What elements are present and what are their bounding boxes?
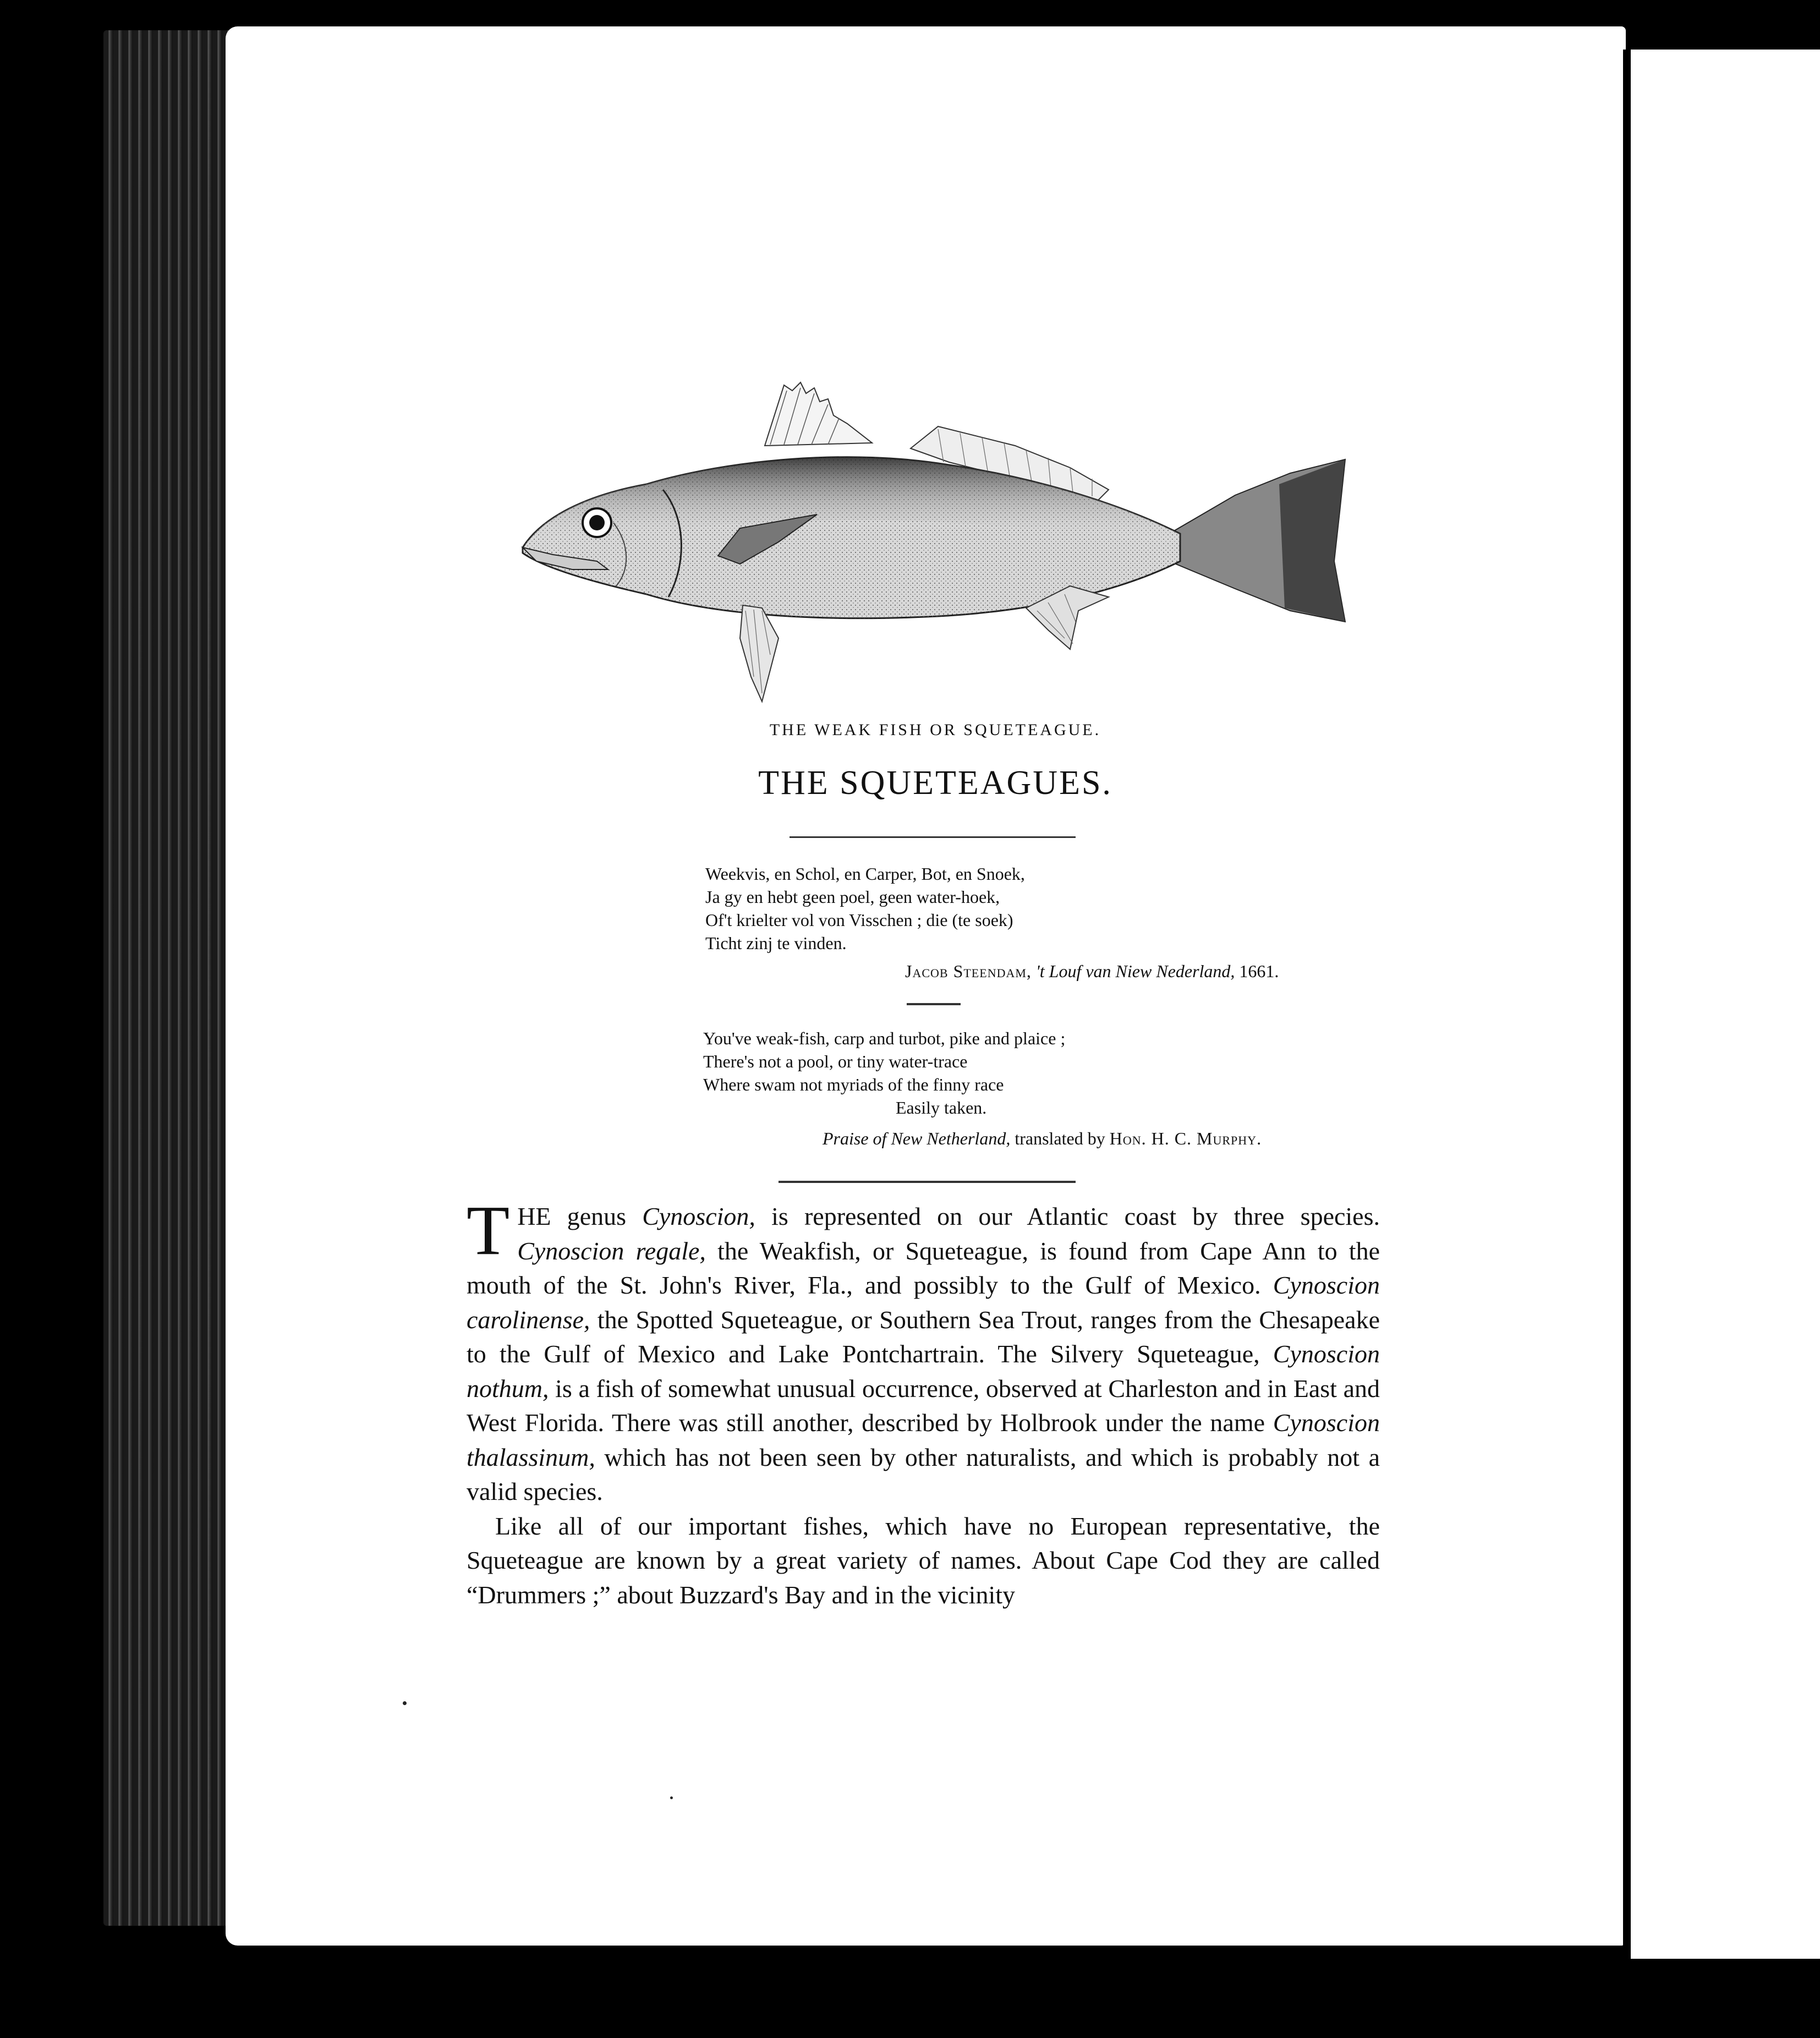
facing-page-edge <box>1623 50 1820 1959</box>
attribution-text: translated by <box>1015 1128 1105 1148</box>
verse-line: Ja gy en hebt geen poel, geen water-hoek, <box>705 887 1000 907</box>
verse-line: Of't krielter vol von Visschen ; die (te soek) <box>705 910 1013 930</box>
paragraph: Like all of our important fishes, which have no European representative, the Squeteague are known by a great variety of names. About Cape Cod they are called “Drummers ;” about Buzzard's Bay and in the vicinity <box>467 1511 1380 1609</box>
paragraph: THE genus Cynoscion, is represented on our Atlantic coast by three species. Cynoscion regale, the Weakfish, or Squeteague, is found from Cape Ann to the mouth of the St. John's River, Fla., and possibly to the Gulf of Mexico. Cynoscion carolinense, the Spotted Squeteague, or Southern Sea Trout, ranges from the Chesapeake to the Gulf of Mexico and Lake Pontchartrain. The Silvery Squeteague, Cynoscion nothum, is a fish of somewhat unusual occurrence, observed at Charleston and in East and West Florida. There was still another, described by Holbrook under the name Cynoscion thalassinum, which has not been seen by other naturalists, and which is probably not a valid species. <box>467 1191 1380 1505</box>
illustration-caption: THE WEAK FISH OR SQUETEAGUE. <box>769 721 1101 739</box>
english-verse <box>703 1027 1065 1119</box>
verse-line: There's not a pool, or tiny water-trace <box>703 1051 968 1071</box>
scan-speck <box>403 1701 407 1705</box>
verse-line: Weekvis, en Schol, en Carper, Bot, en Snoek, <box>705 864 1025 884</box>
gutter-shadow <box>1623 50 1631 1959</box>
species-name: Cynoscion nothum, <box>467 1340 1380 1403</box>
attribution-work: 't Louf van Niew Nederland, <box>1035 961 1235 981</box>
dutch-verse <box>705 862 1025 955</box>
species-name: Cynoscion thalassinum, <box>467 1409 1380 1471</box>
attribution-work: Praise of New Netherland, <box>823 1128 1011 1148</box>
weakfish-illustration <box>520 380 1351 710</box>
verse-line: Ticht zinj te vinden. <box>705 933 847 953</box>
english-verse-attribution <box>823 1128 1262 1149</box>
attribution-author: Jacob Steendam, <box>905 961 1032 981</box>
verse-separator <box>907 1003 961 1005</box>
attribution-year: 1661. <box>1239 961 1279 981</box>
body-text <box>467 1191 1380 1612</box>
species-name: Cynoscion regale, <box>517 1236 706 1265</box>
verse-line: Easily taken. <box>896 1098 987 1117</box>
section-rule <box>779 1181 1076 1183</box>
scan-speck <box>670 1796 673 1799</box>
dutch-verse-attribution <box>905 961 1279 982</box>
book-page <box>226 26 1626 1946</box>
verse-line: You've weak-fish, carp and turbot, pike and plaice ; <box>703 1028 1066 1048</box>
chapter-title: THE SQUETEAGUES. <box>758 764 1112 802</box>
attribution-author: Hon. H. C. Murphy. <box>1109 1128 1262 1148</box>
title-rule <box>790 836 1076 838</box>
species-name: Cynoscion, <box>642 1202 755 1230</box>
verse-line: Where swam not myriads of the finny race <box>703 1075 1004 1094</box>
drop-cap: T <box>467 1191 510 1269</box>
species-name: Cynoscion carolinense, <box>467 1271 1380 1334</box>
